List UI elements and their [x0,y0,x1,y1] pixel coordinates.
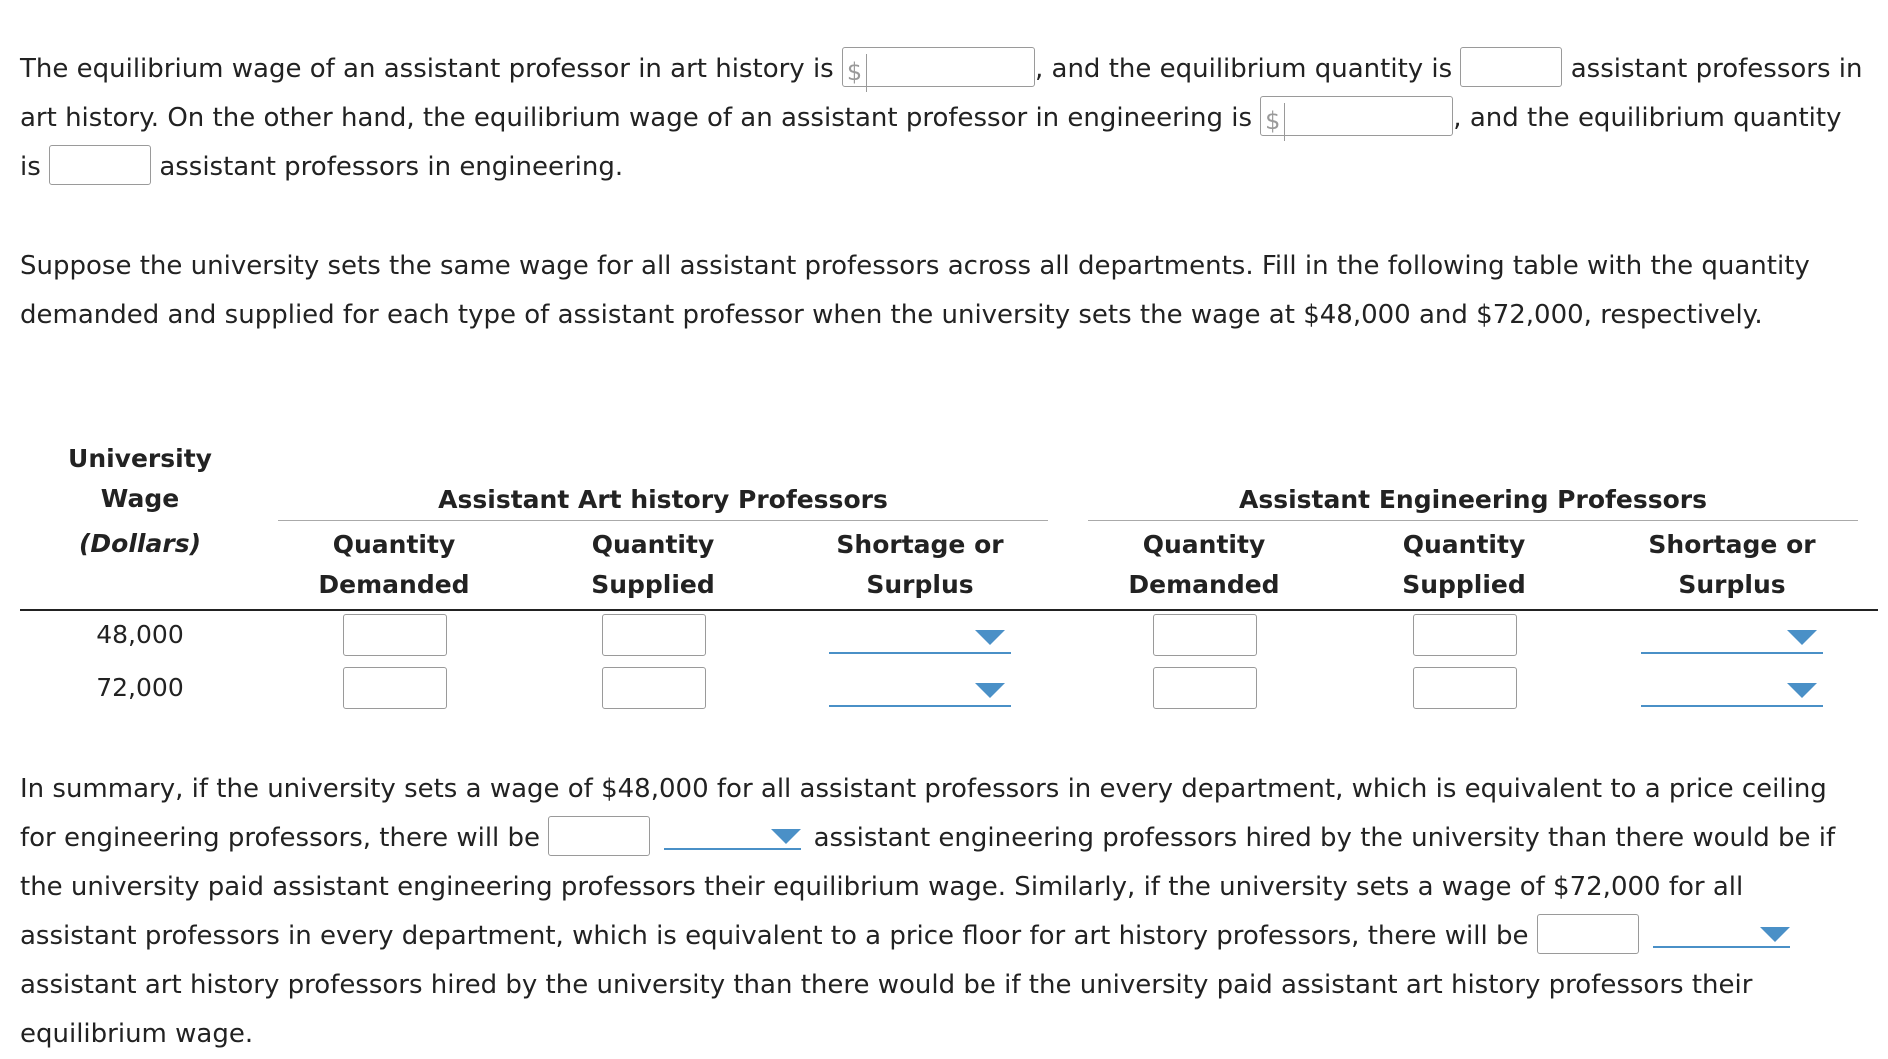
eng-qd-header-1: Quantity [1142,530,1266,559]
art-qs-input-72000[interactable] [602,667,706,709]
art-qs-header-1: Quantity [591,530,715,559]
eng-qd-header-2: Demanded [1128,570,1280,599]
eng-shortage-surplus-dropdown-48000[interactable] [1641,624,1823,654]
equilibrium-question [20,45,1868,192]
art-ss-header-2: Surplus [866,570,974,599]
table-instructions: Suppose the university sets the same wage for all assistant professors across all departments. Fill in the following table with the quantity demanded and supplied for each type of assistant professor when the university sets the wage at $48,000 and $72,000, respectively. [20,251,1810,330]
summary-text-2: assistant engineering professors hired by the university than there would be if the university paid assistant engineering professors their equilibrium wage. Similarly, if the university sets a wage of $72,000 for all assistant professors in every department, which is equivalent to a price floor for art history professors, there will be [20,823,1836,951]
summary-text-1: In summary, if the university sets a wage of $48,000 for all assistant professors in every department, which is equivalent to a price ceiling for engineering professors, there will be [20,774,1827,853]
table-header-rule [20,609,1878,611]
dropdown-arrow-icon [975,630,1005,645]
art-hiring-difference-input[interactable] [1537,914,1639,954]
intro-text-1: The equilibrium wage of an assistant professor in art history is [20,54,834,84]
art-group-rule [278,520,1048,521]
dropdown-arrow-icon [1787,683,1817,698]
wage-cell-row2: 72,000 [96,673,184,702]
wage-header-line3: (Dollars) [79,529,201,558]
art-group-header: Assistant Art history Professors [438,485,888,514]
intro-text-2: , and the equilibrium quantity is [1034,54,1453,84]
art-ss-header-1: Shortage or [836,530,1004,559]
eng-ss-header-2: Surplus [1678,570,1786,599]
summary-question [20,765,1868,1059]
eng-fewer-more-dropdown[interactable] [664,820,801,850]
intro-text-3: assistant professors in art history. On the other hand, the equilibrium wage of an assistant professor in engineering is [20,54,1863,133]
art-qd-header-2: Demanded [318,570,470,599]
eng-shortage-surplus-dropdown-72000[interactable] [1641,677,1823,707]
art-qs-input-48000[interactable] [602,614,706,656]
dropdown-arrow-icon [975,683,1005,698]
eng-qs-input-72000[interactable] [1413,667,1517,709]
art-shortage-surplus-dropdown-48000[interactable] [829,624,1011,654]
eng-qs-input-48000[interactable] [1413,614,1517,656]
eng-equilibrium-quantity-input[interactable] [49,145,151,185]
wage-header-line2: Wage [100,484,180,513]
intro-text-4: , and the equilibrium quantity is [20,103,1842,182]
eng-ss-header-1: Shortage or [1648,530,1816,559]
art-qd-input-48000[interactable] [343,614,447,656]
art-equilibrium-quantity-input[interactable] [1460,47,1562,87]
eng-group-header: Assistant Engineering Professors [1239,485,1707,514]
wage-cell-row1: 48,000 [96,620,184,649]
dropdown-arrow-icon [1787,630,1817,645]
intro-text-5: assistant professors in engineering. [159,152,624,182]
eng-qs-header-1: Quantity [1402,530,1526,559]
dropdown-arrow-icon [771,829,801,844]
art-qs-header-2: Supplied [591,570,715,599]
art-shortage-surplus-dropdown-72000[interactable] [829,677,1011,707]
art-qd-input-72000[interactable] [343,667,447,709]
dropdown-arrow-icon [1760,927,1790,942]
eng-qd-input-48000[interactable] [1153,614,1257,656]
eng-qd-input-72000[interactable] [1153,667,1257,709]
art-equilibrium-wage-input[interactable] [842,47,1035,87]
eng-hiring-difference-input[interactable] [548,816,650,856]
wage-header-line1: University [68,444,212,473]
dollar-sign: $ [843,54,867,92]
art-fewer-more-dropdown[interactable] [1653,918,1790,948]
eng-equilibrium-wage-input[interactable] [1260,96,1453,136]
eng-qs-header-2: Supplied [1402,570,1526,599]
eng-group-rule [1088,520,1858,521]
summary-text-3: assistant art history professors hired by the university than there would be if the university paid assistant art history professors their equilibrium wage. [20,970,1753,1049]
dollar-sign: $ [1261,103,1285,141]
art-qd-header-1: Quantity [332,530,456,559]
